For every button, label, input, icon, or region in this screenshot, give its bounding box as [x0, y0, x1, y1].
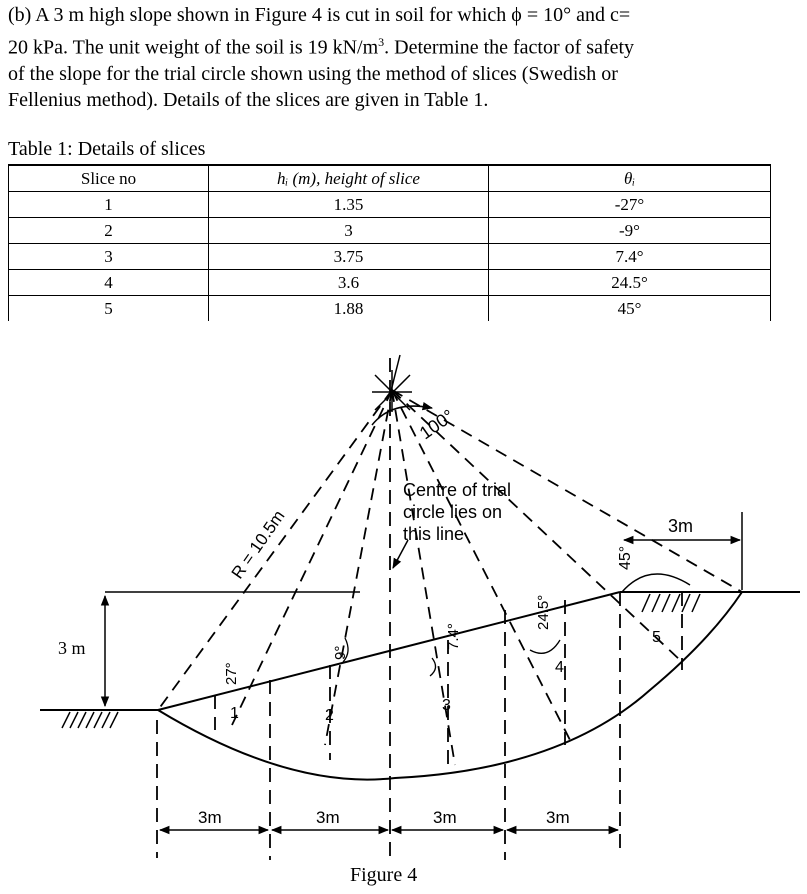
table-row	[9, 296, 771, 322]
slice-number-5: 5	[652, 629, 661, 646]
bottom-width-label-3: 3m	[433, 808, 457, 827]
cell-height: 1.35	[209, 192, 489, 218]
table-row	[9, 218, 771, 244]
header-theta: θᵢ	[489, 165, 771, 192]
ground-lines	[40, 592, 800, 710]
problem-line-3: of the slope for the trial circle shown using the method of slices (Swedish or	[8, 62, 618, 85]
problem-line-2-text: 20 kPa. The unit weight of the soil is 19 kN/m	[8, 36, 379, 59]
slope-height-label: 3 m	[58, 638, 86, 658]
cell-theta: 24.5°	[489, 270, 771, 296]
slices-table	[8, 164, 771, 321]
problem-line-1: (b) A 3 m high slope shown in Figure 4 is cut in soil for which ϕ = 10° and c=	[8, 4, 631, 26]
cell-slice-no: 5	[9, 296, 209, 322]
ground-hatch-right	[642, 594, 700, 612]
table-caption: Table 1: Details of slices	[8, 138, 206, 160]
slice-number-2: 2	[325, 707, 334, 724]
slice-angle-label-4: 24.5°	[535, 594, 552, 630]
central-angle-label: 100°	[415, 405, 458, 444]
centre-note-2: circle lies on	[403, 502, 503, 522]
bottom-width-label-2: 3m	[316, 808, 340, 827]
figure-caption: Figure 4	[350, 864, 418, 886]
slice-angle-label-2: 9°	[332, 645, 349, 660]
slip-circle-arc	[158, 592, 742, 780]
problem-statement	[8, 2, 798, 114]
slice-number-4: 4	[555, 659, 564, 676]
cell-slice-no: 4	[9, 270, 209, 296]
cube-superscript: 3	[378, 34, 385, 49]
slice-number-3: 3	[442, 697, 451, 714]
centre-note-3: this line	[403, 524, 465, 544]
ground-hatch-left	[62, 712, 118, 728]
cell-theta: 45°	[489, 296, 771, 322]
cell-slice-no: 1	[9, 192, 209, 218]
problem-line-4: Fellenius method). Details of the slices are given in Table 1.	[8, 89, 489, 112]
cell-height: 3.6	[209, 270, 489, 296]
problem-line-2	[8, 29, 798, 61]
cell-theta: -9°	[489, 218, 771, 244]
cell-theta: -27°	[489, 192, 771, 218]
slice-angle-label-3: 7.4°	[445, 623, 462, 650]
cell-height: 3.75	[209, 244, 489, 270]
cell-height: 3	[209, 218, 489, 244]
table-row	[9, 270, 771, 296]
centre-note-1: Centre of trial	[403, 480, 512, 500]
cell-slice-no: 2	[9, 218, 209, 244]
slice-number-1: 1	[230, 705, 239, 722]
radius-label: R = 10.5m	[227, 506, 289, 583]
header-slice-no: Slice no	[9, 165, 209, 192]
cell-theta: 7.4°	[489, 244, 771, 270]
problem-line-2-end: . Determine the factor of safety	[384, 36, 635, 59]
bottom-width-label-4: 3m	[546, 808, 570, 827]
slope-figure	[0, 335, 807, 860]
bottom-width-label-1: 3m	[198, 808, 222, 827]
top-angle-label: 45°	[617, 545, 634, 570]
header-height: hᵢ (m), height of slice	[209, 165, 489, 192]
tension-arc	[622, 574, 690, 592]
slice-angle-label-1: 27°	[223, 662, 240, 685]
cell-height: 1.88	[209, 296, 489, 322]
top-width-label: 3m	[668, 516, 694, 536]
table-row	[9, 244, 771, 270]
table-header-row	[9, 165, 771, 192]
table-row	[9, 192, 771, 218]
cell-slice-no: 3	[9, 244, 209, 270]
